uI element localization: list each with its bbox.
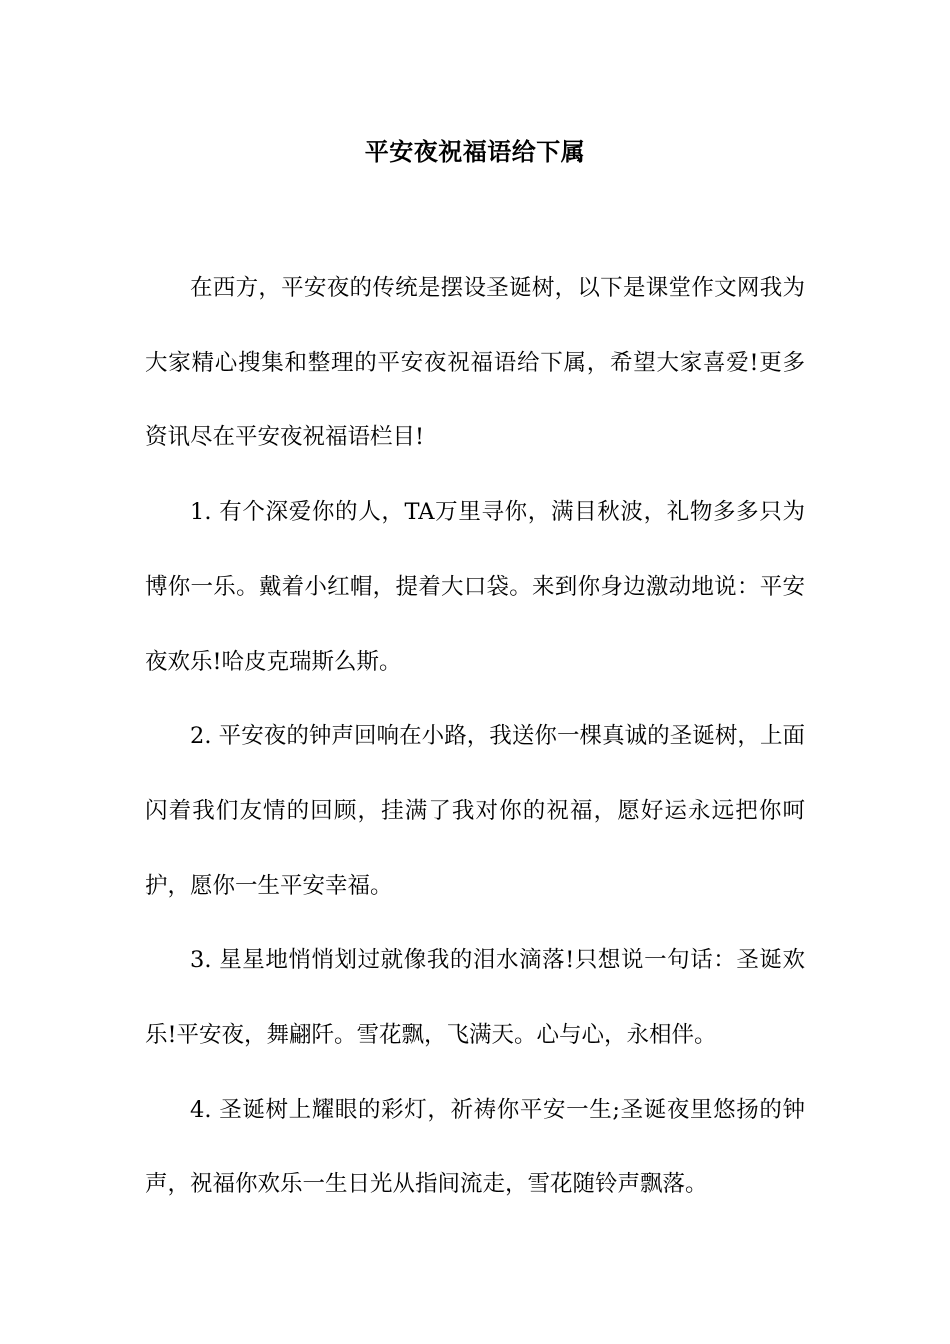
document-title: 平安夜祝福语给下属 <box>364 137 586 166</box>
document-body <box>145 251 805 1222</box>
wish-paragraph-3: 3. 星星地悄悄划过就像我的泪水滴落!只想说一句话：圣诞欢乐!平安夜，舞翩阡。雪花飘，飞满天。心与心，永相伴。 <box>145 947 805 1049</box>
wish-paragraph-2: 2. 平安夜的钟声回响在小路，我送你一棵真诚的圣诞树，上面闪着我们友情的回顾，挂满了我对你的祝福，愿好运永远把你呵护，愿你一生平安幸福。 <box>145 723 805 899</box>
intro-paragraph: 在西方，平安夜的传统是摆设圣诞树，以下是课堂作文网我为大家精心搜集和整理的平安夜祝福语给下属，希望大家喜爱!更多资讯尽在平安夜祝福语栏目! <box>145 275 805 451</box>
wish-paragraph-1: 1. 有个深爱你的人，TA万里寻你，满目秋波，礼物多多只为博你一乐。戴着小红帽，提着大口袋。来到你身边激动地说：平安夜欢乐!哈皮克瑞斯么斯。 <box>145 499 805 675</box>
wish-paragraph-4: 4. 圣诞树上耀眼的彩灯，祈祷你平安一生;圣诞夜里悠扬的钟声，祝福你欢乐一生日光从指间流走，雪花随铃声飘落。 <box>145 1096 805 1198</box>
